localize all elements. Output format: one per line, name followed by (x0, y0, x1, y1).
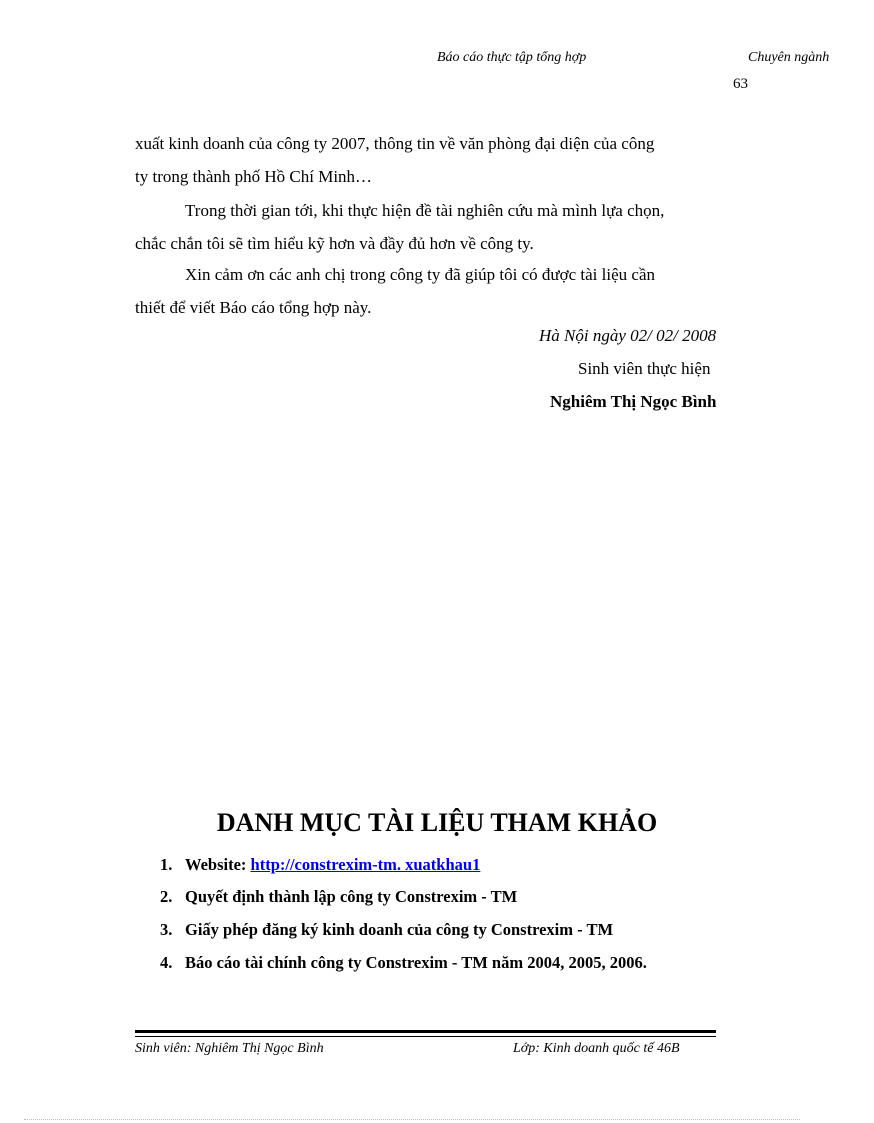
paragraph-3-line-1: Xin cảm ơn các anh chị trong công ty đã giúp tôi có được tài liệu cần (185, 265, 655, 284)
header-section: Chuyên ngành (748, 50, 830, 65)
footer-class: Lớp: Kinh doanh quốc tế 46B (513, 1041, 680, 1056)
footer-rule-thick (135, 1030, 716, 1033)
footer-student: Sinh viên: Nghiêm Thị Ngọc Bình (135, 1041, 324, 1056)
paragraph-2-line-2: chắc chắn tôi sẽ tìm hiểu kỹ hơn và đầy đủ hơn về công ty. (135, 234, 534, 253)
reference-item (160, 855, 480, 875)
footer-rule-thin (135, 1036, 716, 1037)
reference-number: 4. (160, 953, 173, 972)
reference-item (160, 953, 647, 973)
header-report-title: Báo cáo thực tập tổng hợp (437, 50, 587, 65)
reference-label: Quyết định thành lập công ty Constrexim - TM (185, 887, 518, 906)
page-number: 63 (733, 76, 748, 92)
reference-label: Báo cáo tài chính công ty Constrexim - TM năm 2004, 2005, 2006. (185, 953, 647, 972)
reference-item (160, 887, 517, 907)
references-title: DANH MỤC TÀI LIỆU THAM KHẢO (216, 808, 658, 837)
reference-number: 2. (160, 887, 173, 906)
reference-label: Giấy phép đăng ký kinh doanh của công ty Constrexim - TM (185, 920, 614, 939)
reference-item (160, 920, 613, 940)
website-link[interactable]: http://constrexim-tm. xuatkhau1 (250, 855, 481, 874)
paragraph-1-line-2: ty trong thành phố Hồ Chí Minh… (135, 167, 373, 186)
paragraph-1-line-1: xuất kinh doanh của công ty 2007, thông tin về văn phòng đại diện của công (135, 134, 655, 153)
reference-number: 1. (160, 855, 173, 874)
reference-number: 3. (160, 920, 173, 939)
paragraph-3-line-2: thiết để viết Báo cáo tổng hợp này. (135, 298, 372, 317)
page-bottom-divider (24, 1119, 800, 1120)
signature-date: Hà Nội ngày 02/ 02/ 2008 (539, 326, 717, 345)
reference-label: Website: (185, 855, 251, 874)
signature-name: Nghiêm Thị Ngọc Bình (550, 392, 717, 411)
signature-role: Sinh viên thực hiện (578, 359, 711, 378)
paragraph-2-line-1: Trong thời gian tới, khi thực hiện đề tài nghiên cứu mà mình lựa chọn, (185, 201, 665, 220)
